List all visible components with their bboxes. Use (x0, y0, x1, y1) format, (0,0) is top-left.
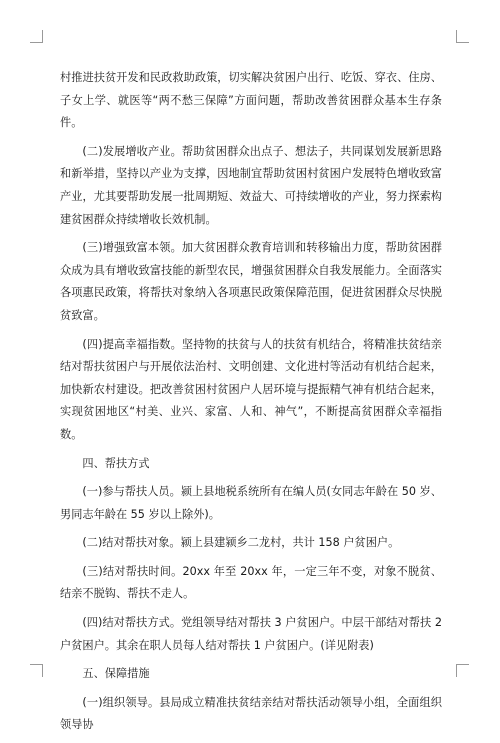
paragraph: (一)参与帮扶人员。颍上县地税系统所有在编人员(女同志年龄在 50 岁、男同志年龄在 55 岁以上除外)。 (60, 485, 442, 521)
section-heading: 四、帮扶方式 (82, 456, 150, 470)
paragraph: (四)结对帮扶方式。党组领导结对帮扶 3 户贫困户。中层干部结对帮扶 2 户贫困户。其余在职人员每人结对帮扶 1 户贫困户。(详见附表) (60, 616, 442, 652)
paragraph: (二)结对帮扶对象。颍上县建颍乡二龙村，共计 158 户贫困户。 (82, 536, 400, 550)
paragraph: (三)结对帮扶时间。20xx 年至 20xx 年，一定三年不变，对象不脱贫、结亲不脱钩、帮扶不走人。 (60, 564, 442, 601)
paragraph: 村推进扶贫开发和民政救助政策，切实解决贫困户出行、吃饭、穿衣、住房、子女上学、就医等“两不愁三保障”方面问题，帮助改善贫困群众基本生存条件。 (60, 71, 442, 130)
paragraph: (二)发展增收产业。帮助贫困群众出点子、想法子，共同谋划发展新思路和新举措，坚持以产业为支撑，因地制宜帮助贫困村贫困户发展特色增收致富产业，尤其要帮助发展一批周期短、效益大、可持续增收的产业，努力探索构建贫困群众持续增收长效机制。 (60, 144, 442, 226)
paragraph: (四)提高幸福指数。坚持物的扶贫与人的扶贫有机结合，将精准扶贫结亲结对帮扶贫困户与开展依法治村、文明创建、文化进村等活动有机结合起来，加快新农村建设。把改善贫困村贫困户人居环境与提振精气神有机结合起来，实现贫困地区“村美、业兴、家富、人和、神气”，不断提高贫困群众幸福指数。 (60, 337, 442, 441)
section-heading: 五、保障措施 (82, 667, 150, 681)
document-body (60, 67, 442, 743)
crop-mark-top-left (30, 30, 43, 43)
crop-mark-top-right (456, 30, 469, 43)
paragraph: (三)增强致富本领。加大贫困群众教育培训和转移输出力度，帮助贫困群众成为具有增收致富技能的新型农民，增强贫困群众自我发展能力。全面落实各项惠民政策，将帮扶对象纳入各项惠民政策保障范围，促进贫困群众尽快脱贫致富。 (60, 241, 442, 322)
paragraph: (一)组织领导。县局成立精准扶贫结亲结对帮扶活动领导小组，全面组织领导协 (60, 695, 442, 732)
crop-mark-bottom-right (456, 664, 469, 677)
crop-mark-bottom-left (30, 664, 43, 677)
